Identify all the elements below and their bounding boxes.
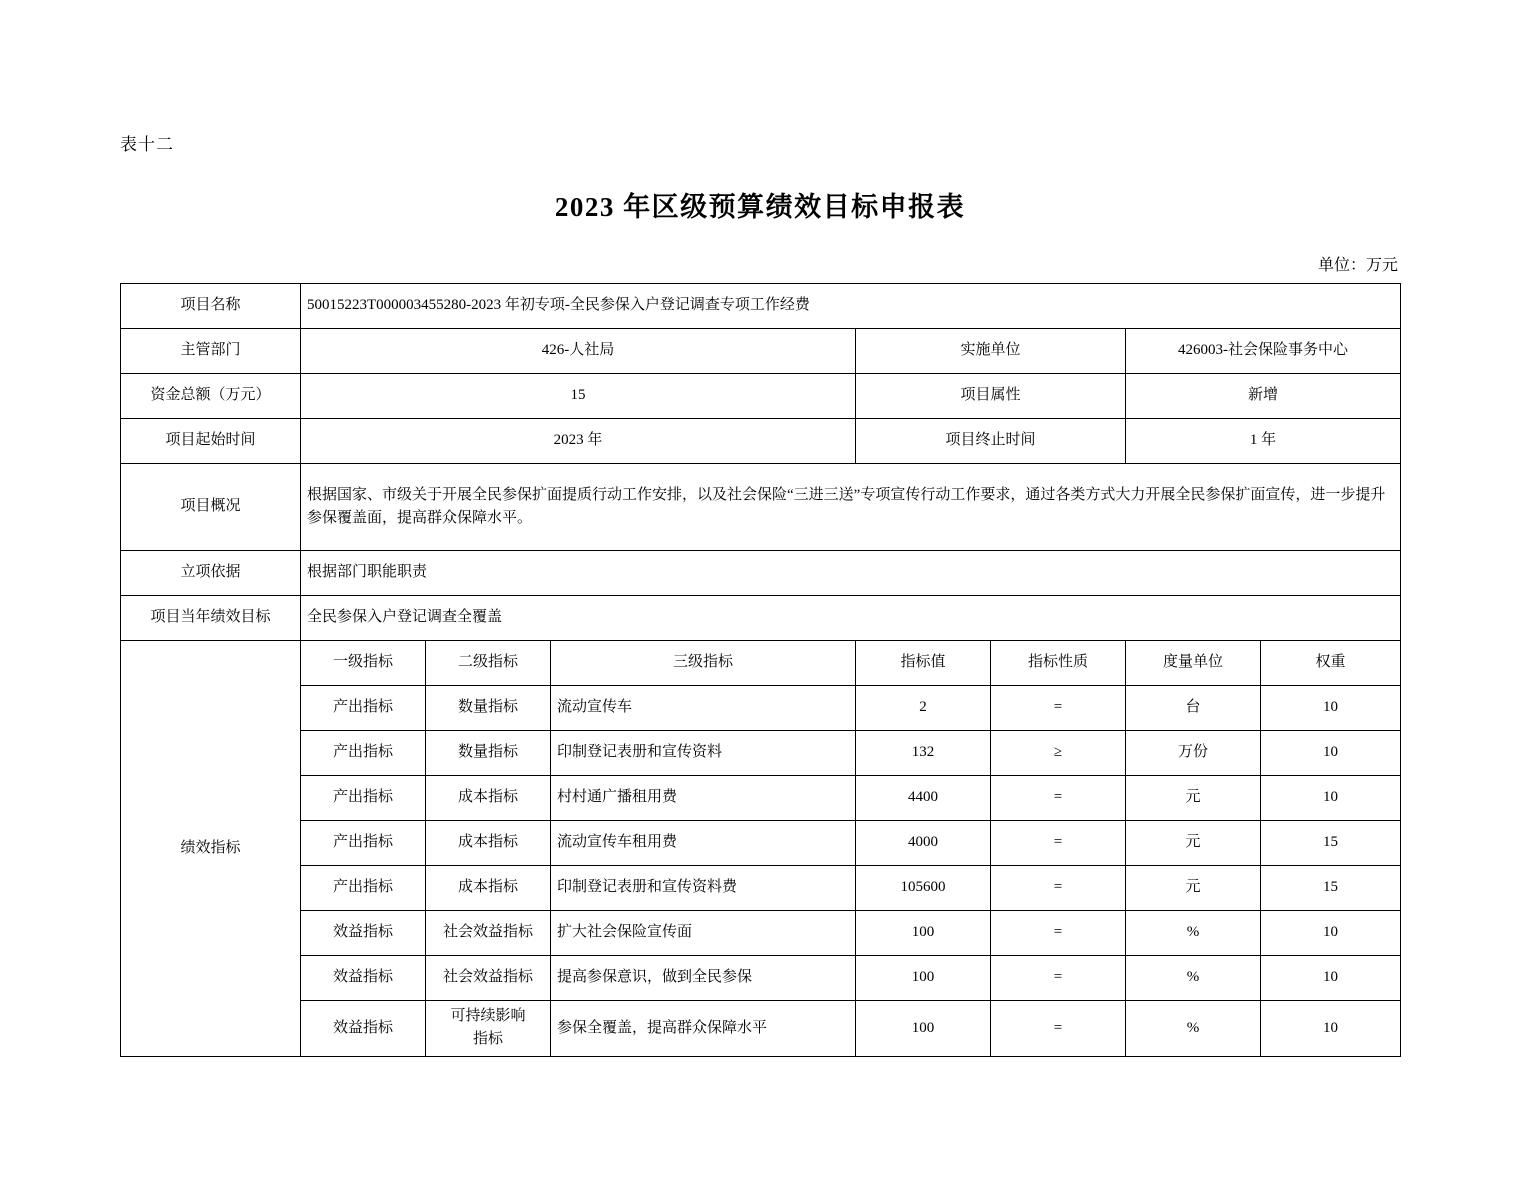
- dept-value: 426-人社局: [301, 329, 856, 374]
- overview-label: 项目概况: [121, 464, 301, 551]
- cell-value: 100: [856, 911, 991, 956]
- annual-goal-value: 全民参保入户登记调查全覆盖: [301, 596, 1401, 641]
- basis-label: 立项依据: [121, 551, 301, 596]
- cell-unit: 元: [1126, 866, 1261, 911]
- table-row: [121, 686, 1401, 731]
- cell-unit: 元: [1126, 776, 1261, 821]
- cell-weight: 10: [1261, 776, 1401, 821]
- cell-level1: 产出指标: [301, 686, 426, 731]
- cell-level2: 成本指标: [426, 866, 551, 911]
- impl-unit-value: 426003-社会保险事务中心: [1126, 329, 1401, 374]
- cell-level3: 参保全覆盖，提高群众保障水平: [551, 1001, 856, 1057]
- cell-level1: 产出指标: [301, 776, 426, 821]
- cell-nature: =: [991, 776, 1126, 821]
- table-row: [121, 374, 1401, 419]
- table-row: [121, 419, 1401, 464]
- document-page: [0, 130, 1520, 1204]
- cell-weight: 10: [1261, 911, 1401, 956]
- cell-level1: 产出指标: [301, 866, 426, 911]
- table-row: [121, 641, 1401, 686]
- table-row: [121, 956, 1401, 1001]
- project-attr-label: 项目属性: [856, 374, 1126, 419]
- cell-level1: 效益指标: [301, 911, 426, 956]
- cell-unit: %: [1126, 911, 1261, 956]
- cell-value: 4000: [856, 821, 991, 866]
- table-row: [121, 464, 1401, 551]
- table-row: [121, 551, 1401, 596]
- cell-weight: 15: [1261, 866, 1401, 911]
- cell-unit: 元: [1126, 821, 1261, 866]
- cell-nature: =: [991, 956, 1126, 1001]
- cell-level3: 流动宣传车: [551, 686, 856, 731]
- cell-level1: 效益指标: [301, 1001, 426, 1057]
- cell-nature: =: [991, 911, 1126, 956]
- annual-goal-label: 项目当年绩效目标: [121, 596, 301, 641]
- cell-weight: 10: [1261, 686, 1401, 731]
- cell-level3: 村村通广播租用费: [551, 776, 856, 821]
- end-time-label: 项目终止时间: [856, 419, 1126, 464]
- cell-level3: 印制登记表册和宣传资料费: [551, 866, 856, 911]
- start-time-value: 2023 年: [301, 419, 856, 464]
- overview-value: 根据国家、市级关于开展全民参保扩面提质行动工作安排，以及社会保险“三进三送”专项宣传行动工作要求，通过各类方式大力开展全民参保扩面宣传，进一步提升参保覆盖面，提高群众保障水平。: [301, 464, 1401, 551]
- cell-nature: =: [991, 866, 1126, 911]
- dept-label: 主管部门: [121, 329, 301, 374]
- cell-value: 4400: [856, 776, 991, 821]
- unit-note: 单位：万元: [1317, 257, 1398, 274]
- table-row: [121, 329, 1401, 374]
- cell-unit: %: [1126, 1001, 1261, 1057]
- table-row: [121, 911, 1401, 956]
- col-header-nature: 指标性质: [991, 641, 1126, 686]
- table-row: [121, 284, 1401, 329]
- project-name-value: 50015223T000003455280-2023 年初专项-全民参保入户登记调查专项工作经费: [301, 284, 1401, 329]
- end-time-value: 1 年: [1126, 419, 1401, 464]
- cell-value: 105600: [856, 866, 991, 911]
- budget-performance-table: [120, 283, 1401, 1057]
- performance-indicator-label: 绩效指标: [121, 641, 301, 1057]
- cell-weight: 10: [1261, 1001, 1401, 1057]
- col-header-weight: 权重: [1261, 641, 1401, 686]
- cell-level3: 扩大社会保险宣传面: [551, 911, 856, 956]
- cell-level2: 可持续影响指标: [426, 1001, 551, 1057]
- cell-unit: 台: [1126, 686, 1261, 731]
- project-name-label: 项目名称: [121, 284, 301, 329]
- cell-level3: 印制登记表册和宣传资料: [551, 731, 856, 776]
- cell-level2: 成本指标: [426, 821, 551, 866]
- project-attr-value: 新增: [1126, 374, 1401, 419]
- cell-level1: 产出指标: [301, 731, 426, 776]
- cell-level3: 提高参保意识，做到全民参保: [551, 956, 856, 1001]
- cell-nature: =: [991, 1001, 1126, 1057]
- table-row: [121, 596, 1401, 641]
- cell-weight: 15: [1261, 821, 1401, 866]
- cell-nature: =: [991, 821, 1126, 866]
- cell-level2: 社会效益指标: [426, 956, 551, 1001]
- cell-weight: 10: [1261, 731, 1401, 776]
- col-header-level1: 一级指标: [301, 641, 426, 686]
- col-header-unit: 度量单位: [1126, 641, 1261, 686]
- cell-level2: 成本指标: [426, 776, 551, 821]
- cell-value: 2: [856, 686, 991, 731]
- cell-level1: 效益指标: [301, 956, 426, 1001]
- cell-value: 100: [856, 1001, 991, 1057]
- cell-level2: 社会效益指标: [426, 911, 551, 956]
- cell-level2: 数量指标: [426, 731, 551, 776]
- impl-unit-label: 实施单位: [856, 329, 1126, 374]
- cell-level1: 产出指标: [301, 821, 426, 866]
- cell-level3: 流动宣传车租用费: [551, 821, 856, 866]
- cell-nature: =: [991, 686, 1126, 731]
- table-row: [121, 866, 1401, 911]
- cell-nature: ≥: [991, 731, 1126, 776]
- form-number: 表十二: [120, 135, 174, 154]
- cell-value: 100: [856, 956, 991, 1001]
- basis-value: 根据部门职能职责: [301, 551, 1401, 596]
- col-header-level3: 三级指标: [551, 641, 856, 686]
- total-fund-value: 15: [301, 374, 856, 419]
- table-row: [121, 821, 1401, 866]
- cell-weight: 10: [1261, 956, 1401, 1001]
- cell-value: 132: [856, 731, 991, 776]
- table-row: [121, 731, 1401, 776]
- cell-level2: 数量指标: [426, 686, 551, 731]
- cell-unit: 万份: [1126, 731, 1261, 776]
- col-header-level2: 二级指标: [426, 641, 551, 686]
- page-title: 2023 年区级预算绩效目标申报表: [554, 192, 966, 222]
- table-row: [121, 1001, 1401, 1057]
- total-fund-label: 资金总额（万元）: [121, 374, 301, 419]
- start-time-label: 项目起始时间: [121, 419, 301, 464]
- cell-unit: %: [1126, 956, 1261, 1001]
- table-row: [121, 776, 1401, 821]
- col-header-value: 指标值: [856, 641, 991, 686]
